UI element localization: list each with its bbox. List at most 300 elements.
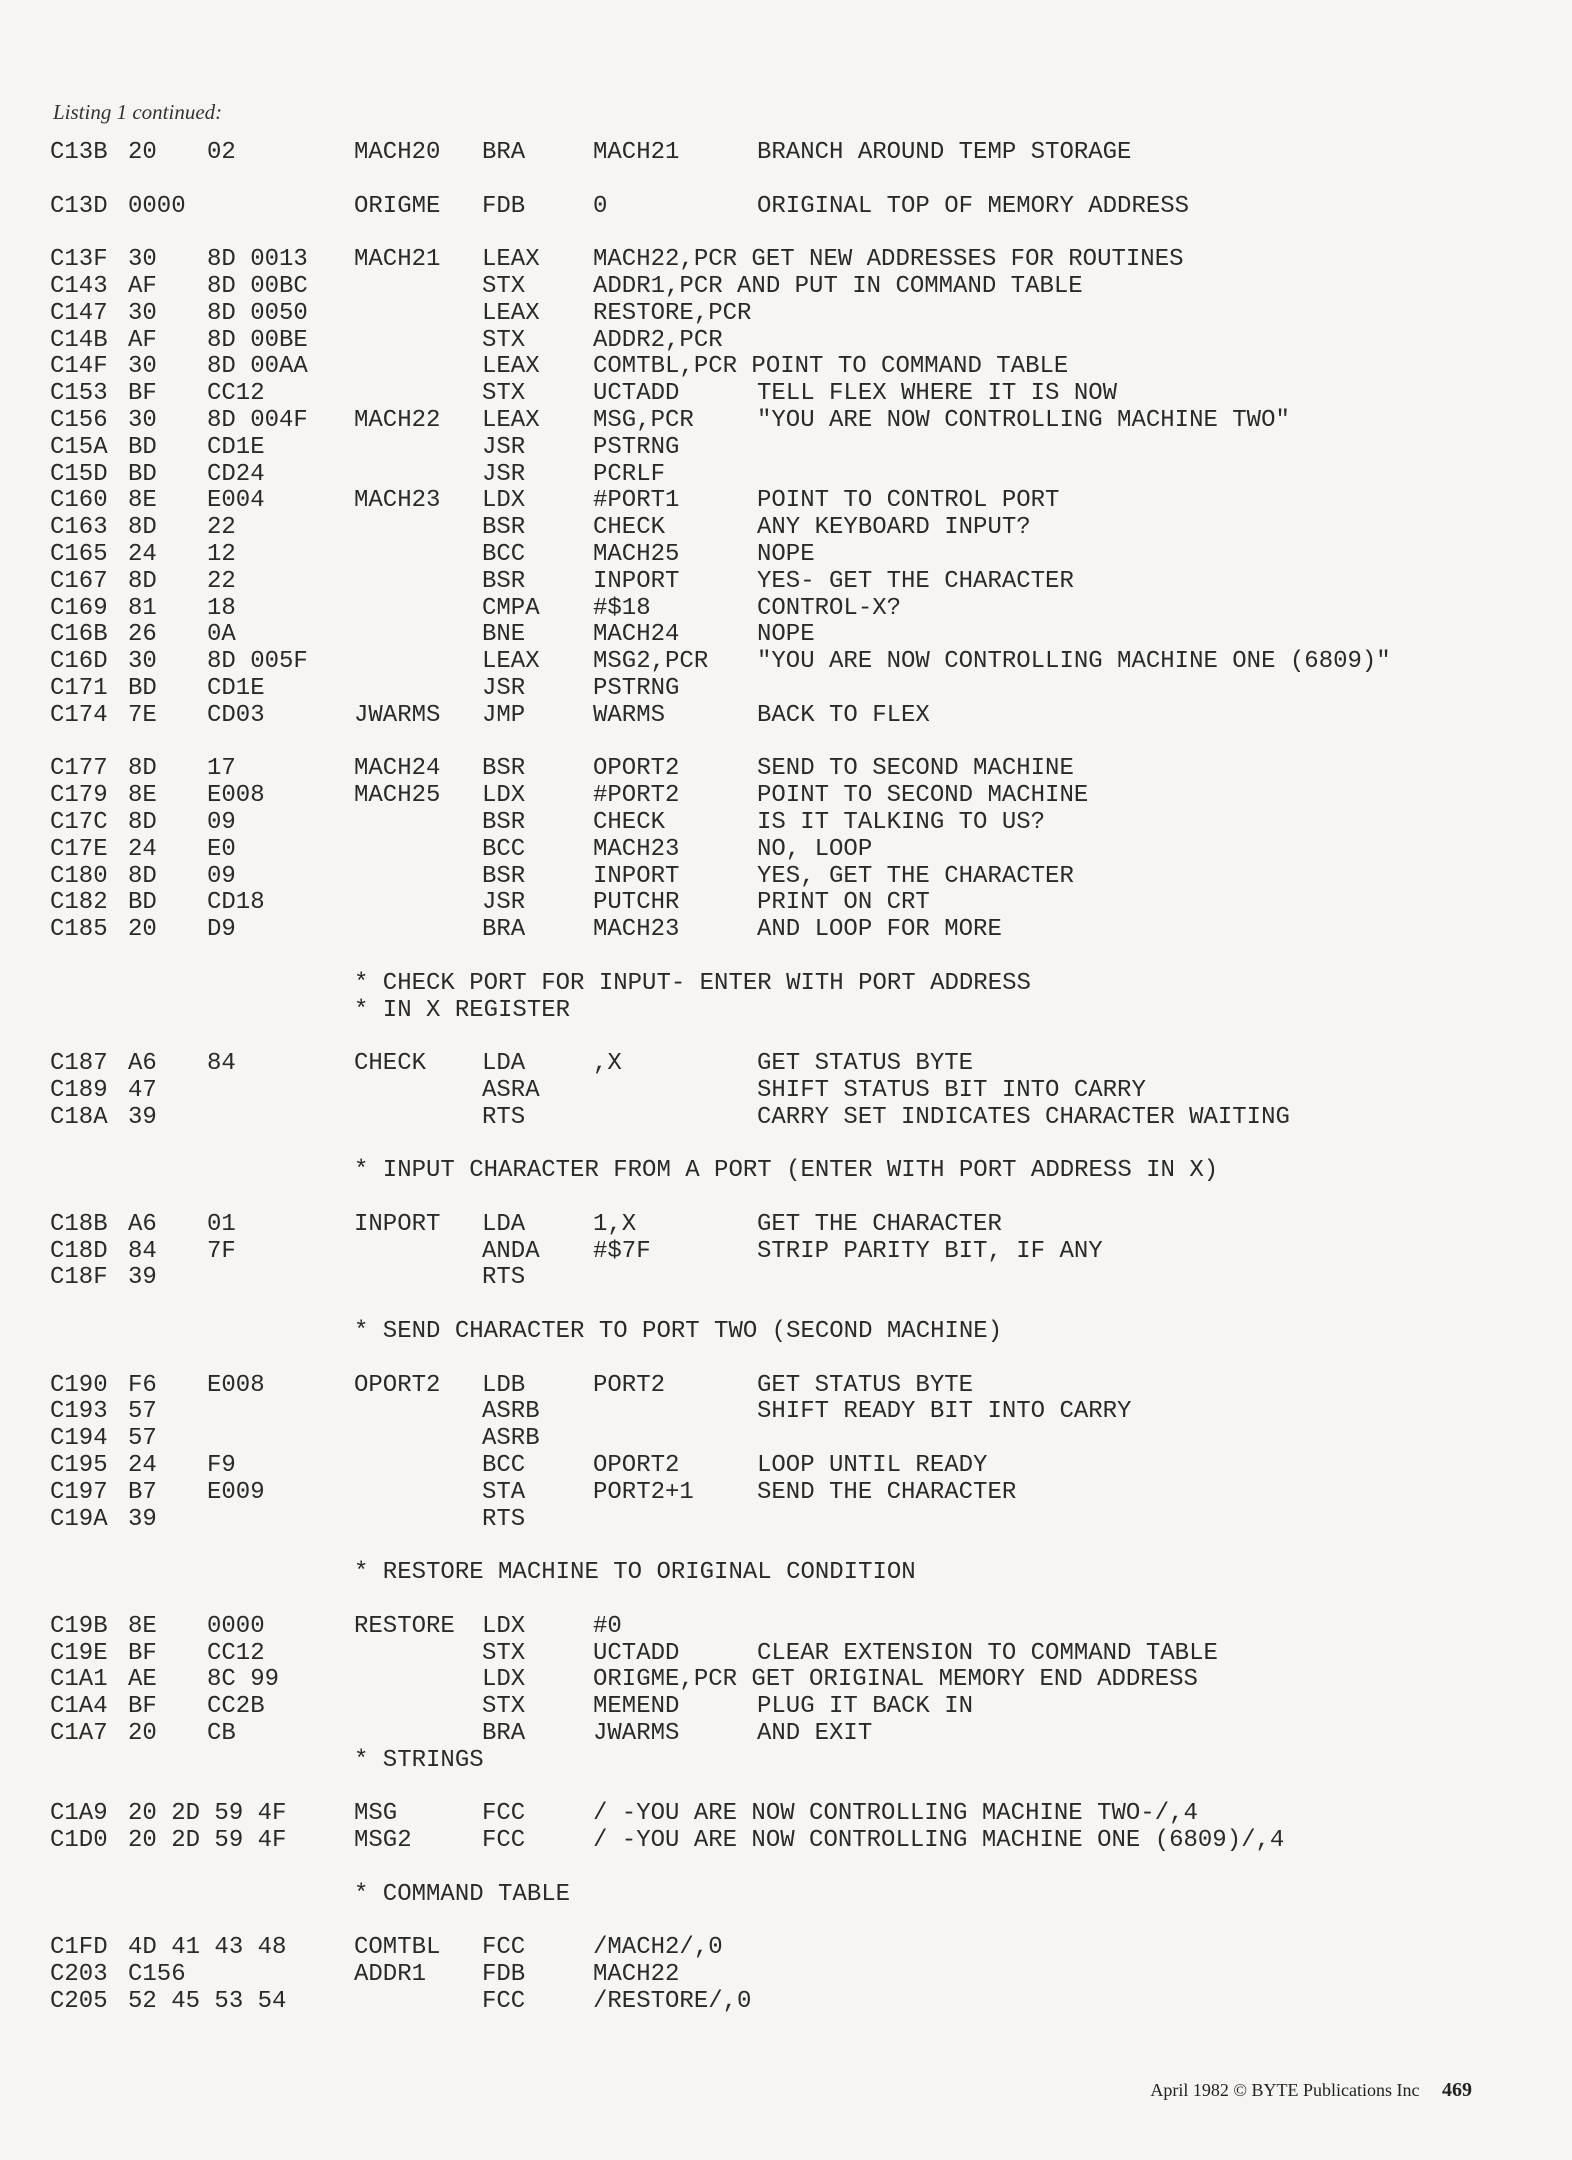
operand-cell: MACH22,PCR GET NEW ADDRESSES FOR ROUTINES bbox=[593, 246, 1184, 274]
opcode-cell: 8D bbox=[128, 862, 157, 890]
code-line bbox=[50, 890, 1530, 917]
opcode-cell: 0000 bbox=[128, 192, 186, 220]
opcode-cell: A6 bbox=[128, 1210, 157, 1238]
operand-bytes-cell: E0 bbox=[207, 835, 236, 863]
code-line bbox=[50, 1265, 1530, 1292]
comment-cell: SHIFT STATUS BIT INTO CARRY bbox=[757, 1076, 1146, 1104]
mnemonic-cell: BSR bbox=[482, 514, 526, 542]
address-cell: C1FD bbox=[50, 1934, 108, 1962]
opcode-cell: AF bbox=[128, 272, 157, 300]
operand-bytes-cell: CC2B bbox=[207, 1693, 265, 1721]
label-cell: MACH21 bbox=[354, 246, 441, 274]
address-cell: C163 bbox=[50, 514, 108, 542]
operand-cell: PCRLF bbox=[593, 460, 666, 488]
blank-line bbox=[50, 730, 1530, 757]
code-line bbox=[50, 1641, 1530, 1668]
operand-cell: #0 bbox=[593, 1612, 622, 1640]
mnemonic-cell: FCC bbox=[482, 1987, 526, 2015]
code-line bbox=[50, 381, 1530, 408]
label-cell: MACH23 bbox=[354, 487, 441, 515]
comment-cell: PLUG IT BACK IN bbox=[757, 1693, 974, 1721]
opcode-cell: 57 bbox=[128, 1398, 157, 1426]
operand-bytes-cell: CD24 bbox=[207, 460, 265, 488]
comment-cell: YES- GET THE CHARACTER bbox=[757, 567, 1074, 595]
operand-cell: MEMEND bbox=[593, 1693, 680, 1721]
comment-cell: STRIP PARITY BIT, IF ANY bbox=[757, 1237, 1103, 1265]
code-line bbox=[50, 354, 1530, 381]
code-line bbox=[50, 1962, 1530, 1989]
operand-bytes-cell: 09 bbox=[207, 808, 236, 836]
comment-cell: AND LOOP FOR MORE bbox=[757, 916, 1002, 944]
comment-text: * SEND CHARACTER TO PORT TWO (SECOND MACHINE) bbox=[354, 1318, 1003, 1346]
comment-cell: NOPE bbox=[757, 540, 815, 568]
opcode-cell: BF bbox=[128, 380, 157, 408]
operand-bytes-cell: E008 bbox=[207, 782, 265, 810]
footer-credit: April 1982 © BYTE Publications Inc bbox=[1150, 2080, 1420, 2100]
code-line bbox=[50, 488, 1530, 515]
code-line bbox=[50, 864, 1530, 891]
mnemonic-cell: LDX bbox=[482, 782, 526, 810]
comment-cell: "YOU ARE NOW CONTROLLING MACHINE TWO" bbox=[757, 406, 1290, 434]
label-cell: MSG bbox=[354, 1800, 398, 1828]
comment-line bbox=[50, 971, 1530, 998]
opcode-cell: F6 bbox=[128, 1371, 157, 1399]
address-cell: C16B bbox=[50, 621, 108, 649]
operand-cell: 0 bbox=[593, 192, 608, 220]
address-cell: C179 bbox=[50, 782, 108, 810]
code-line bbox=[50, 837, 1530, 864]
comment-line bbox=[50, 1748, 1530, 1775]
opcode-cell: 20 2D 59 4F bbox=[128, 1800, 287, 1828]
opcode-cell: AE bbox=[128, 1666, 157, 1694]
operand-cell: ADDR1,PCR AND PUT IN COMMAND TABLE bbox=[593, 272, 1083, 300]
comment-cell: CONTROL-X? bbox=[757, 594, 902, 622]
mnemonic-cell: STA bbox=[482, 1478, 526, 1506]
code-line bbox=[50, 917, 1530, 944]
code-line bbox=[50, 756, 1530, 783]
address-cell: C203 bbox=[50, 1961, 108, 1989]
code-line bbox=[50, 1614, 1530, 1641]
comment-cell: LOOP UNTIL READY bbox=[757, 1452, 988, 1480]
opcode-cell: 8D bbox=[128, 808, 157, 836]
address-cell: C182 bbox=[50, 889, 108, 917]
operand-bytes-cell: CD1E bbox=[207, 433, 265, 461]
opcode-cell: BD bbox=[128, 460, 157, 488]
mnemonic-cell: LEAX bbox=[482, 353, 540, 381]
mnemonic-cell: STX bbox=[482, 1639, 526, 1667]
opcode-cell: 26 bbox=[128, 621, 157, 649]
operand-bytes-cell: 8D 00BC bbox=[207, 272, 308, 300]
mnemonic-cell: BCC bbox=[482, 540, 526, 568]
operand-bytes-cell: 8D 004F bbox=[207, 406, 308, 434]
operand-bytes-cell: 01 bbox=[207, 1210, 236, 1238]
operand-bytes-cell: CB bbox=[207, 1720, 236, 1748]
opcode-cell: 4D 41 43 48 bbox=[128, 1934, 287, 1962]
operand-bytes-cell: 8D 0013 bbox=[207, 246, 308, 274]
blank-line bbox=[50, 167, 1530, 194]
code-line bbox=[50, 542, 1530, 569]
opcode-cell: 24 bbox=[128, 540, 157, 568]
address-cell: C17E bbox=[50, 835, 108, 863]
mnemonic-cell: LDA bbox=[482, 1050, 526, 1078]
comment-cell: BRANCH AROUND TEMP STORAGE bbox=[757, 139, 1132, 166]
address-cell: C205 bbox=[50, 1987, 108, 2015]
opcode-cell: 20 2D 59 4F bbox=[128, 1827, 287, 1855]
address-cell: C197 bbox=[50, 1478, 108, 1506]
operand-cell: PSTRNG bbox=[593, 674, 680, 702]
opcode-cell: C156 bbox=[128, 1961, 186, 1989]
operand-cell: MACH21 bbox=[593, 139, 680, 166]
label-cell: MSG2 bbox=[354, 1827, 412, 1855]
operand-bytes-cell: CD18 bbox=[207, 889, 265, 917]
opcode-cell: 8D bbox=[128, 567, 157, 595]
operand-bytes-cell: 84 bbox=[207, 1050, 236, 1078]
comment-cell: GET THE CHARACTER bbox=[757, 1210, 1002, 1238]
address-cell: C17C bbox=[50, 808, 108, 836]
opcode-cell: 24 bbox=[128, 835, 157, 863]
page-number: 469 bbox=[1442, 2079, 1472, 2101]
code-line bbox=[50, 1667, 1530, 1694]
blank-line bbox=[50, 1131, 1530, 1158]
comment-cell: ORIGINAL TOP OF MEMORY ADDRESS bbox=[757, 192, 1190, 220]
address-cell: C1A4 bbox=[50, 1693, 108, 1721]
label-cell: INPORT bbox=[354, 1210, 441, 1238]
address-cell: C195 bbox=[50, 1452, 108, 1480]
code-listing bbox=[50, 140, 1530, 2016]
comment-line bbox=[50, 1319, 1530, 1346]
code-line bbox=[50, 1373, 1530, 1400]
mnemonic-cell: FCC bbox=[482, 1800, 526, 1828]
code-line bbox=[50, 1507, 1530, 1534]
comment-cell: GET STATUS BYTE bbox=[757, 1050, 974, 1078]
opcode-cell: 8E bbox=[128, 782, 157, 810]
label-cell: ORIGME bbox=[354, 192, 441, 220]
address-cell: C19E bbox=[50, 1639, 108, 1667]
mnemonic-cell: BNE bbox=[482, 621, 526, 649]
address-cell: C13B bbox=[50, 139, 108, 166]
opcode-cell: 84 bbox=[128, 1237, 157, 1265]
code-line bbox=[50, 810, 1530, 837]
operand-bytes-cell: 8C 99 bbox=[207, 1666, 280, 1694]
operand-cell: #$7F bbox=[593, 1237, 651, 1265]
mnemonic-cell: RTS bbox=[482, 1103, 526, 1131]
mnemonic-cell: ASRB bbox=[482, 1398, 540, 1426]
mnemonic-cell: JSR bbox=[482, 889, 526, 917]
operand-cell: PSTRNG bbox=[593, 433, 680, 461]
operand-cell: INPORT bbox=[593, 862, 680, 890]
code-line bbox=[50, 435, 1530, 462]
address-cell: C169 bbox=[50, 594, 108, 622]
page-footer bbox=[1150, 2079, 1472, 2102]
label-cell: RESTORE bbox=[354, 1612, 455, 1640]
code-line bbox=[50, 328, 1530, 355]
operand-cell: /MACH2/,0 bbox=[593, 1934, 723, 1962]
mnemonic-cell: ASRB bbox=[482, 1425, 540, 1453]
operand-cell: #$18 bbox=[593, 594, 651, 622]
operand-bytes-cell: 0A bbox=[207, 621, 236, 649]
operand-cell: INPORT bbox=[593, 567, 680, 595]
address-cell: C18F bbox=[50, 1264, 108, 1292]
mnemonic-cell: JMP bbox=[482, 701, 526, 729]
address-cell: C160 bbox=[50, 487, 108, 515]
address-cell: C190 bbox=[50, 1371, 108, 1399]
opcode-cell: BF bbox=[128, 1693, 157, 1721]
mnemonic-cell: LEAX bbox=[482, 246, 540, 274]
address-cell: C185 bbox=[50, 916, 108, 944]
opcode-cell: 30 bbox=[128, 246, 157, 274]
opcode-cell: 20 bbox=[128, 1720, 157, 1748]
operand-cell: MACH23 bbox=[593, 835, 680, 863]
operand-cell: COMTBL,PCR POINT TO COMMAND TABLE bbox=[593, 353, 1069, 381]
operand-bytes-cell: E004 bbox=[207, 487, 265, 515]
code-line bbox=[50, 194, 1530, 221]
operand-bytes-cell: E009 bbox=[207, 1478, 265, 1506]
operand-cell: ADDR2,PCR bbox=[593, 326, 723, 354]
mnemonic-cell: JSR bbox=[482, 460, 526, 488]
blank-line bbox=[50, 1587, 1530, 1614]
comment-cell: NOPE bbox=[757, 621, 815, 649]
address-cell: C18D bbox=[50, 1237, 108, 1265]
blank-line bbox=[50, 1292, 1530, 1319]
blank-line bbox=[50, 1775, 1530, 1802]
opcode-cell: 8D bbox=[128, 514, 157, 542]
operand-bytes-cell: 8D 0050 bbox=[207, 299, 308, 327]
comment-text: * CHECK PORT FOR INPUT- ENTER WITH PORT ADDRESS bbox=[354, 969, 1031, 997]
code-line bbox=[50, 703, 1530, 730]
mnemonic-cell: BRA bbox=[482, 139, 526, 166]
code-line bbox=[50, 1721, 1530, 1748]
opcode-cell: B7 bbox=[128, 1478, 157, 1506]
comment-cell: SEND TO SECOND MACHINE bbox=[757, 755, 1074, 783]
opcode-cell: AF bbox=[128, 326, 157, 354]
opcode-cell: 39 bbox=[128, 1505, 157, 1533]
mnemonic-cell: BSR bbox=[482, 567, 526, 595]
code-line bbox=[50, 247, 1530, 274]
opcode-cell: 52 45 53 54 bbox=[128, 1987, 287, 2015]
opcode-cell: BD bbox=[128, 433, 157, 461]
opcode-cell: 8E bbox=[128, 1612, 157, 1640]
address-cell: C171 bbox=[50, 674, 108, 702]
opcode-cell: 30 bbox=[128, 353, 157, 381]
comment-cell: YES, GET THE CHARACTER bbox=[757, 862, 1074, 890]
opcode-cell: 39 bbox=[128, 1264, 157, 1292]
opcode-cell: BD bbox=[128, 674, 157, 702]
mnemonic-cell: JSR bbox=[482, 433, 526, 461]
comment-text: * RESTORE MACHINE TO ORIGINAL CONDITION bbox=[354, 1559, 916, 1587]
operand-cell: ,X bbox=[593, 1050, 622, 1078]
code-line bbox=[50, 140, 1530, 167]
mnemonic-cell: RTS bbox=[482, 1505, 526, 1533]
address-cell: C13D bbox=[50, 192, 108, 220]
comment-text: * IN X REGISTER bbox=[354, 996, 571, 1024]
mnemonic-cell: FDB bbox=[482, 1961, 526, 1989]
mnemonic-cell: BCC bbox=[482, 835, 526, 863]
code-line bbox=[50, 1399, 1530, 1426]
address-cell: C18A bbox=[50, 1103, 108, 1131]
comment-cell: NO, LOOP bbox=[757, 835, 873, 863]
comment-cell: ANY KEYBOARD INPUT? bbox=[757, 514, 1031, 542]
code-line bbox=[50, 676, 1530, 703]
comment-cell: PRINT ON CRT bbox=[757, 889, 930, 917]
comment-cell: POINT TO CONTROL PORT bbox=[757, 487, 1060, 515]
code-line bbox=[50, 301, 1530, 328]
mnemonic-cell: ANDA bbox=[482, 1237, 540, 1265]
comment-text: * COMMAND TABLE bbox=[354, 1880, 571, 1908]
address-cell: C165 bbox=[50, 540, 108, 568]
mnemonic-cell: FCC bbox=[482, 1827, 526, 1855]
opcode-cell: 30 bbox=[128, 299, 157, 327]
opcode-cell: BF bbox=[128, 1639, 157, 1667]
operand-cell: MACH22 bbox=[593, 1961, 680, 1989]
code-line bbox=[50, 783, 1530, 810]
code-line bbox=[50, 1480, 1530, 1507]
code-line bbox=[50, 1212, 1530, 1239]
mnemonic-cell: LEAX bbox=[482, 406, 540, 434]
comment-cell: TELL FLEX WHERE IT IS NOW bbox=[757, 380, 1118, 408]
operand-bytes-cell: F9 bbox=[207, 1452, 236, 1480]
code-line bbox=[50, 1828, 1530, 1855]
mnemonic-cell: LDX bbox=[482, 487, 526, 515]
address-cell: C1D0 bbox=[50, 1827, 108, 1855]
mnemonic-cell: BSR bbox=[482, 862, 526, 890]
mnemonic-cell: FCC bbox=[482, 1934, 526, 1962]
operand-cell: MSG,PCR bbox=[593, 406, 694, 434]
opcode-cell: 24 bbox=[128, 1452, 157, 1480]
opcode-cell: A6 bbox=[128, 1050, 157, 1078]
opcode-cell: 20 bbox=[128, 139, 157, 166]
address-cell: C1A9 bbox=[50, 1800, 108, 1828]
operand-cell: OPORT2 bbox=[593, 1452, 680, 1480]
comment-cell: AND EXIT bbox=[757, 1720, 873, 1748]
code-line bbox=[50, 1239, 1530, 1266]
opcode-cell: BD bbox=[128, 889, 157, 917]
code-line bbox=[50, 569, 1530, 596]
comment-cell: "YOU ARE NOW CONTROLLING MACHINE ONE (6809)" bbox=[757, 648, 1391, 676]
mnemonic-cell: BRA bbox=[482, 1720, 526, 1748]
operand-bytes-cell: CD1E bbox=[207, 674, 265, 702]
comment-line bbox=[50, 1882, 1530, 1909]
comment-cell: IS IT TALKING TO US? bbox=[757, 808, 1046, 836]
code-line bbox=[50, 462, 1530, 489]
code-line bbox=[50, 1051, 1530, 1078]
code-line bbox=[50, 408, 1530, 435]
label-cell: OPORT2 bbox=[354, 1371, 441, 1399]
comment-cell: GET STATUS BYTE bbox=[757, 1371, 974, 1399]
operand-bytes-cell: 8D 00AA bbox=[207, 353, 308, 381]
label-cell: MACH20 bbox=[354, 139, 441, 166]
opcode-cell: 39 bbox=[128, 1103, 157, 1131]
operand-bytes-cell: 09 bbox=[207, 862, 236, 890]
opcode-cell: 57 bbox=[128, 1425, 157, 1453]
operand-bytes-cell: 22 bbox=[207, 567, 236, 595]
code-line bbox=[50, 274, 1530, 301]
mnemonic-cell: LEAX bbox=[482, 648, 540, 676]
mnemonic-cell: LEAX bbox=[482, 299, 540, 327]
mnemonic-cell: BRA bbox=[482, 916, 526, 944]
comment-cell: SEND THE CHARACTER bbox=[757, 1478, 1017, 1506]
operand-cell: UCTADD bbox=[593, 380, 680, 408]
comment-cell: CLEAR EXTENSION TO COMMAND TABLE bbox=[757, 1639, 1218, 1667]
address-cell: C19B bbox=[50, 1612, 108, 1640]
operand-bytes-cell: 12 bbox=[207, 540, 236, 568]
address-cell: C180 bbox=[50, 862, 108, 890]
address-cell: C13F bbox=[50, 246, 108, 274]
operand-bytes-cell: 7F bbox=[207, 1237, 236, 1265]
code-line bbox=[50, 515, 1530, 542]
address-cell: C1A1 bbox=[50, 1666, 108, 1694]
comment-line bbox=[50, 1158, 1530, 1185]
operand-bytes-cell: CC12 bbox=[207, 380, 265, 408]
operand-cell: / -YOU ARE NOW CONTROLLING MACHINE ONE (6809)/,4 bbox=[593, 1827, 1285, 1855]
address-cell: C14F bbox=[50, 353, 108, 381]
operand-bytes-cell: E008 bbox=[207, 1371, 265, 1399]
operand-cell: MACH24 bbox=[593, 621, 680, 649]
address-cell: C193 bbox=[50, 1398, 108, 1426]
operand-bytes-cell: 02 bbox=[207, 139, 236, 166]
mnemonic-cell: BSR bbox=[482, 755, 526, 783]
code-line bbox=[50, 1989, 1530, 2016]
operand-bytes-cell: 8D 00BE bbox=[207, 326, 308, 354]
opcode-cell: 8E bbox=[128, 487, 157, 515]
operand-cell: MSG2,PCR bbox=[593, 648, 709, 676]
operand-bytes-cell: 17 bbox=[207, 755, 236, 783]
address-cell: C153 bbox=[50, 380, 108, 408]
code-line bbox=[50, 596, 1530, 623]
label-cell: JWARMS bbox=[354, 701, 441, 729]
operand-cell: MACH23 bbox=[593, 916, 680, 944]
address-cell: C189 bbox=[50, 1076, 108, 1104]
operand-cell: UCTADD bbox=[593, 1639, 680, 1667]
mnemonic-cell: LDB bbox=[482, 1371, 526, 1399]
opcode-cell: 7E bbox=[128, 701, 157, 729]
mnemonic-cell: LDA bbox=[482, 1210, 526, 1238]
operand-bytes-cell: 0000 bbox=[207, 1612, 265, 1640]
mnemonic-cell: BSR bbox=[482, 808, 526, 836]
code-line bbox=[50, 1453, 1530, 1480]
operand-cell: ORIGME,PCR GET ORIGINAL MEMORY END ADDRESS bbox=[593, 1666, 1198, 1694]
operand-bytes-cell: CD03 bbox=[207, 701, 265, 729]
operand-cell: WARMS bbox=[593, 701, 666, 729]
mnemonic-cell: STX bbox=[482, 272, 526, 300]
operand-bytes-cell: D9 bbox=[207, 916, 236, 944]
address-cell: C1A7 bbox=[50, 1720, 108, 1748]
comment-cell: POINT TO SECOND MACHINE bbox=[757, 782, 1089, 810]
operand-cell: 1,X bbox=[593, 1210, 637, 1238]
mnemonic-cell: STX bbox=[482, 326, 526, 354]
operand-cell: CHECK bbox=[593, 808, 666, 836]
operand-cell: #PORT1 bbox=[593, 487, 680, 515]
opcode-cell: 20 bbox=[128, 916, 157, 944]
code-line bbox=[50, 1935, 1530, 1962]
mnemonic-cell: STX bbox=[482, 380, 526, 408]
blank-line bbox=[50, 1024, 1530, 1051]
blank-line bbox=[50, 1185, 1530, 1212]
label-cell: CHECK bbox=[354, 1050, 427, 1078]
code-line bbox=[50, 649, 1530, 676]
blank-line bbox=[50, 1346, 1530, 1373]
blank-line bbox=[50, 944, 1530, 971]
address-cell: C174 bbox=[50, 701, 108, 729]
operand-bytes-cell: 22 bbox=[207, 514, 236, 542]
mnemonic-cell: JSR bbox=[482, 674, 526, 702]
address-cell: C177 bbox=[50, 755, 108, 783]
mnemonic-cell: STX bbox=[482, 1693, 526, 1721]
comment-line bbox=[50, 1560, 1530, 1587]
address-cell: C18B bbox=[50, 1210, 108, 1238]
operand-cell: PORT2+1 bbox=[593, 1478, 694, 1506]
label-cell: COMTBL bbox=[354, 1934, 441, 1962]
label-cell: MACH25 bbox=[354, 782, 441, 810]
